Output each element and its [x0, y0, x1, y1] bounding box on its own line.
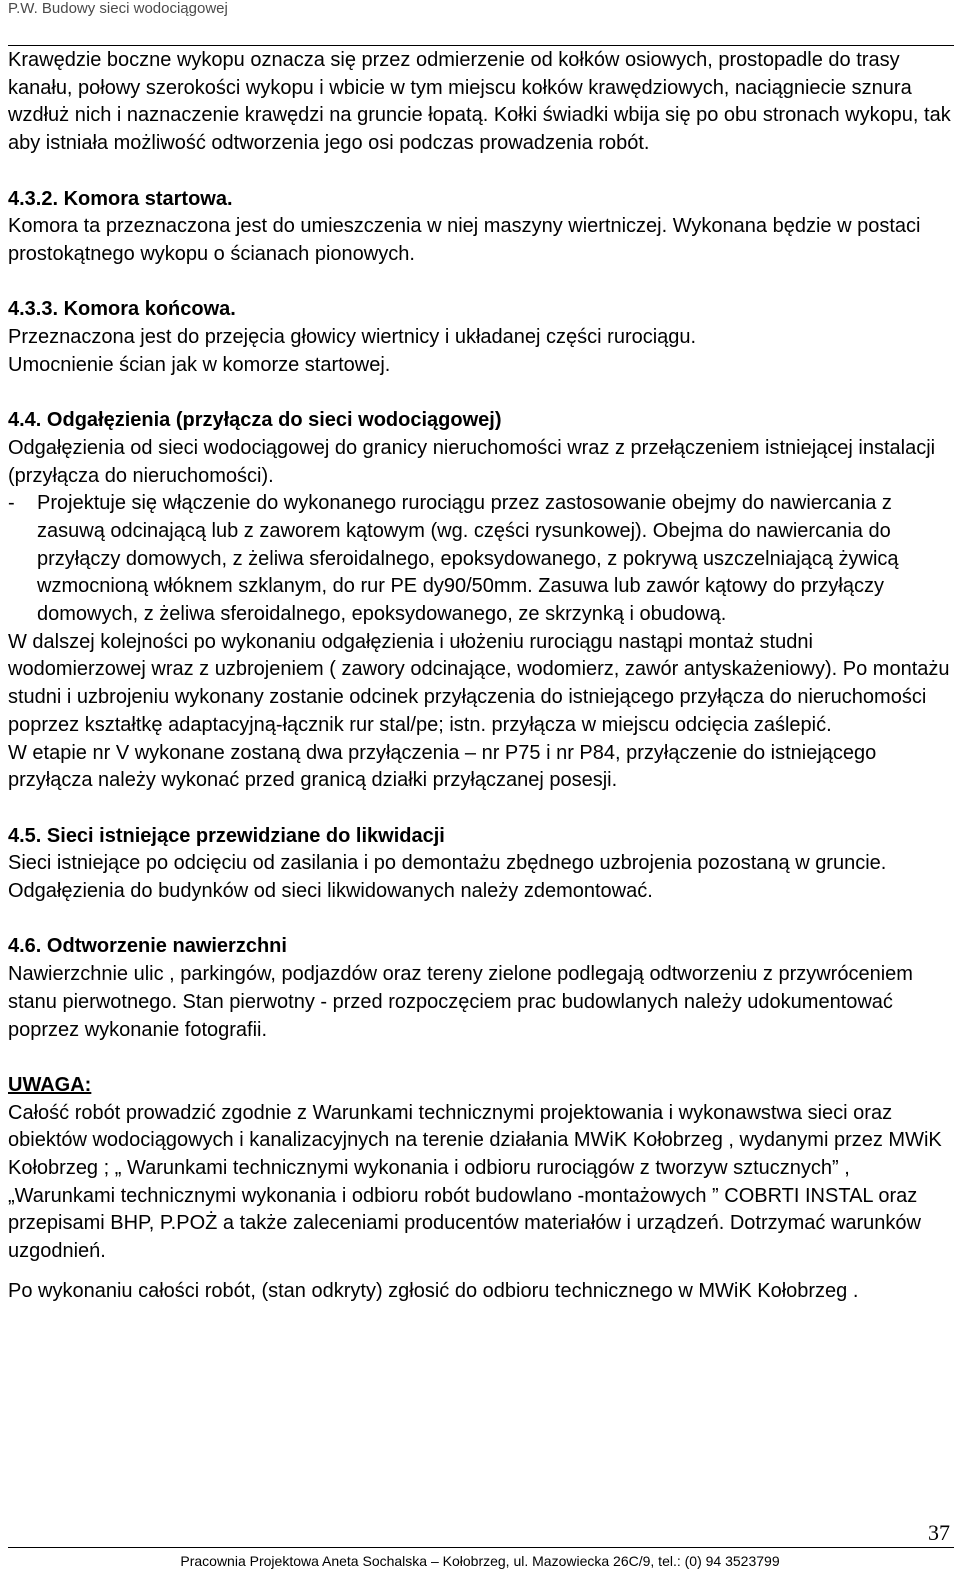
document-body [8, 47, 953, 1306]
paragraph-end-chamber: Przeznaczona jest do przejęcia głowicy wiertnicy i układanej części rurociągu. [8, 326, 697, 348]
heading-4-3-3: 4.3.3. Komora końcowa. [8, 298, 236, 321]
paragraph-note: Całość robót prowadzić zgodnie z Warunkami technicznymi projektowania i wykonawstwa sieci oraz obiektów wodociągowych i kanalizacyjnych na terenie działania MWiK Kołobrzeg , wydanymi przez MWiK Kołobrzeg ; „ Warunkami technicznymi wykonania i odbioru rurociągów z tworzyw sztucznych” , „Warunkami technicznymi wykonania i odbioru robót budowlano -montażowych ” COBRTI INSTAL oraz przepisami BHP, P.POŻ a także zaleceniami producentów materiałów i urządzeń. Dotrzymać warunków uzgodnień. [8, 1101, 942, 1263]
page-number: 37 [928, 1520, 950, 1545]
dash-marker: - [8, 492, 15, 515]
paragraph-surface-restoration: Nawierzchnie ulic , parkingów, podjazdów oraz tereny zielone podlegają odtworzeniu z przywróceniem stanu pierwotnego. Stan pierwotny - przed rozpoczęciem prac budowlanych należy udokumentować poprzez wykonanie fotografii. [8, 963, 913, 1041]
note-heading: UWAGA: [8, 1073, 92, 1096]
paragraph-existing-networks: Sieci istniejące po odcięciu od zasilania i po demontażu zbędnego uzbrojenia pozostaną w gruncie. Odgałęzienia do budynków od sieci likwidowanych należy zdemontować. [8, 852, 887, 903]
heading-4-4: 4.4. Odgałęzienia (przyłącza do sieci wodociągowej) [8, 409, 502, 432]
paragraph-start-chamber: Komora ta przeznaczona jest do umieszczenia w niej maszyny wiertniczej. Wykonana będzie w postaci prostokątnego wykopu o ścianach pionowych. [8, 215, 921, 265]
paragraph-meter-well: W dalszej kolejności po wykonaniu odgałęzienia i ułożeniu rurociągu nastąpi montaż studni wodomierzowej wraz z uzbrojeniem ( zawory odcinające, wodomierz, zawór antyskażeniowy). Po montażu studni i uzbrojeniu wykonany zostanie odcinek przyłączenia do istniejącego przyłącza do nieruchomości poprzez kształtkę adaptacyjną-łącznik rur stal/pe; istn. przyłącza w miejscu odcięcia zaślepić. [8, 630, 950, 736]
heading-4-5: 4.5. Sieci istniejące przewidziane do likwidacji [8, 824, 445, 847]
paragraph-trench-edges: Krawędzie boczne wykopu oznacza się przez odmierzenie od kołków osiowych, prostopadle do trasy kanału, połowy szerokości wykopu i wbicie w tym miejscu kołków krawędziowych, naciągniecie sznura wzdłuż nich i naznaczenie krawędzi na gruncie łopatą. Kołki świadki wbija się po obu stronach wykopu, tak aby istniała możliwość odtworzenia jego osi podczas prowadzenia robót. [8, 49, 951, 155]
running-header: P.W. Budowy sieci wodociągowej [8, 0, 228, 17]
page-footer: Pracownia Projektowa Aneta Sochalska – Kołobrzeg, ul. Mazowiecka 26C/9, tel.: (0) 94 3523799 [180, 1553, 780, 1569]
heading-4-3-2: 4.3.2. Komora startowa. [8, 187, 233, 210]
paragraph-final-acceptance: Po wykonaniu całości robót, (stan odkryty) zgłosić do odbioru technicznego w MWiK Kołobrzeg . [8, 1279, 859, 1302]
heading-4-6: 4.6. Odtworzenie nawierzchni [8, 935, 287, 958]
paragraph-wall-reinforcement: Umocnienie ścian jak w komorze startowej. [8, 353, 391, 376]
footer-rule [8, 1547, 954, 1548]
dash-list-item [8, 490, 953, 629]
paragraph-connection-design: Projektuje się włączenie do wykonanego rurociągu przez zastosowanie obejmy do nawiercania z zasuwą odcinającą lub z zaworem kątowym (wg. części rysunkowej). Obejma do nawiercania do przyłączy domowych, z żeliwa sferoidalnego, epoksydowanego, z pokrywą uszczelniającą żywicą wzmocnioną włóknem szklanym, do rur PE dy90/50mm. Zasuwa lub zawór kątowy do przyłączy domowych, z żeliwa sferoidalnego, epoksydowanego, ze skrzynką i obudową. [37, 492, 899, 626]
header-rule [8, 45, 954, 46]
paragraph-stage-v: W etapie nr V wykonane zostaną dwa przyłączenia – nr P75 i nr P84, przyłączenie do istniejącego przyłącza należy wykonać przed granicą działki przyłączanej posesji. [8, 741, 877, 792]
paragraph-branches: Odgałęzienia od sieci wodociągowej do granicy nieruchomości wraz z przełączeniem istniejącej instalacji (przyłącza do nieruchomości). [8, 436, 936, 487]
